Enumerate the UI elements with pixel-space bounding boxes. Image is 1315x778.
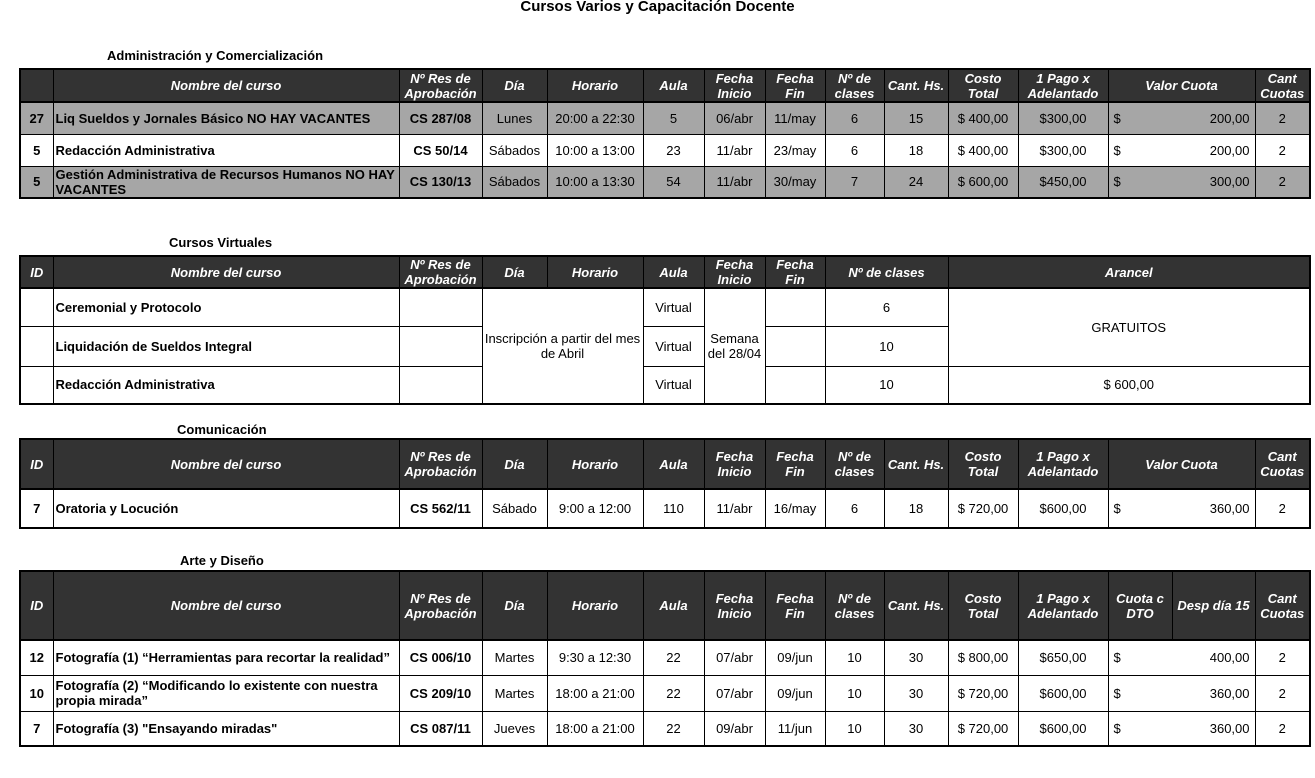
cell-name: Fotografía (2) “Modificando lo existente con nuestra propia mirada” bbox=[53, 675, 399, 711]
cell-cant: 2 bbox=[1255, 166, 1310, 198]
cell-pago: $600,00 bbox=[1018, 675, 1108, 711]
table-header-row bbox=[20, 571, 1310, 640]
cell-res: CS 130/13 bbox=[399, 166, 482, 198]
header-id: ID bbox=[20, 439, 53, 489]
header-aula: Aula bbox=[643, 256, 704, 288]
cell-aula: 23 bbox=[643, 134, 704, 166]
header-hs: Cant. Hs. bbox=[884, 571, 948, 640]
header-cant: Cant Cuotas bbox=[1255, 439, 1310, 489]
header-costo: Costo Total bbox=[948, 439, 1018, 489]
header-horario: Horario bbox=[547, 256, 643, 288]
cuota-value: 360,00 bbox=[1209, 501, 1250, 516]
header-id: ID bbox=[20, 256, 53, 288]
cell-name: Liquidación de Sueldos Integral bbox=[53, 326, 399, 366]
cell-horario: 10:00 a 13:00 bbox=[547, 134, 643, 166]
header-hs: Cant. Hs. bbox=[884, 439, 948, 489]
header-res: Nº Res de Aprobación bbox=[399, 256, 482, 288]
table-row bbox=[20, 711, 1310, 746]
cell-dia: Martes bbox=[482, 675, 547, 711]
header-inicio: Fecha Inicio bbox=[704, 69, 765, 102]
header-cuota: Valor Cuota bbox=[1108, 439, 1255, 489]
cell-id: 7 bbox=[20, 489, 53, 528]
cuota-symbol: $ bbox=[1113, 174, 1121, 190]
header-dia: Día bbox=[482, 69, 547, 102]
cell-dia: Lunes bbox=[482, 102, 547, 134]
cell-dia: Jueves bbox=[482, 711, 547, 746]
cell-hs: 18 bbox=[884, 134, 948, 166]
cell-clases: 6 bbox=[825, 102, 884, 134]
cell-res bbox=[399, 288, 482, 326]
cell-hs: 30 bbox=[884, 640, 948, 675]
cuota-symbol: $ bbox=[1113, 110, 1121, 126]
cell-cant: 2 bbox=[1255, 102, 1310, 134]
cell-clases: 6 bbox=[825, 489, 884, 528]
header-fin: Fecha Fin bbox=[765, 439, 825, 489]
table-row bbox=[20, 489, 1310, 528]
cell-costo: $ 720,00 bbox=[948, 675, 1018, 711]
header-horario: Horario bbox=[547, 439, 643, 489]
header-pago: 1 Pago x Adelantado bbox=[1018, 571, 1108, 640]
cuota-value: 200,00 bbox=[1209, 110, 1250, 126]
cell-fin bbox=[765, 366, 825, 404]
table-row bbox=[20, 166, 1310, 198]
cuota-symbol: $ bbox=[1113, 720, 1121, 736]
cell-res: CS 287/08 bbox=[399, 102, 482, 134]
cell-id: 5 bbox=[20, 166, 53, 198]
cuota-value: 360,00 bbox=[1209, 720, 1250, 736]
cell-cuota bbox=[1108, 489, 1255, 528]
cell-arancel: $ 600,00 bbox=[948, 366, 1310, 404]
cell-fin: 23/may bbox=[765, 134, 825, 166]
cell-id bbox=[20, 326, 53, 366]
header-aula: Aula bbox=[643, 439, 704, 489]
cell-id: 27 bbox=[20, 102, 53, 134]
cell-res: CS 50/14 bbox=[399, 134, 482, 166]
table-row bbox=[20, 366, 1310, 404]
cuota-value: 300,00 bbox=[1209, 174, 1250, 190]
header-pago: 1 Pago x Adelantado bbox=[1018, 439, 1108, 489]
cell-clases: 10 bbox=[825, 366, 948, 404]
cuota-symbol: $ bbox=[1113, 650, 1121, 666]
cell-cuota bbox=[1108, 102, 1255, 134]
cell-fin: 09/jun bbox=[765, 640, 825, 675]
cell-cuota bbox=[1108, 134, 1255, 166]
table-virtual bbox=[19, 255, 1311, 405]
cell-clases: 10 bbox=[825, 640, 884, 675]
cell-dia: Martes bbox=[482, 640, 547, 675]
section-title-virtual: Cursos Virtuales bbox=[169, 235, 273, 250]
cell-id bbox=[20, 366, 53, 404]
cuota-symbol: $ bbox=[1113, 685, 1121, 701]
cell-id: 5 bbox=[20, 134, 53, 166]
cell-pago: $650,00 bbox=[1018, 640, 1108, 675]
header-horario: Horario bbox=[547, 571, 643, 640]
section-title-arte: Arte y Diseño bbox=[180, 553, 264, 568]
cell-costo: $ 800,00 bbox=[948, 640, 1018, 675]
cell-fin: 09/jun bbox=[765, 675, 825, 711]
table-row bbox=[20, 288, 1310, 326]
cell-inicio: 11/abr bbox=[704, 166, 765, 198]
cell-id: 12 bbox=[20, 640, 53, 675]
cell-hs: 24 bbox=[884, 166, 948, 198]
header-horario: Horario bbox=[547, 69, 643, 102]
table-row bbox=[20, 640, 1310, 675]
header-clases: Nº de clases bbox=[825, 571, 884, 640]
cell-costo: $ 400,00 bbox=[948, 102, 1018, 134]
header-pago: 1 Pago x Adelantado bbox=[1018, 69, 1108, 102]
cell-pago: $300,00 bbox=[1018, 134, 1108, 166]
section-title-admin: Administración y Comercialización bbox=[107, 48, 324, 63]
cell-hs: 15 bbox=[884, 102, 948, 134]
cell-fin: 11/jun bbox=[765, 711, 825, 746]
header-dia: Día bbox=[482, 571, 547, 640]
cell-horario: 10:00 a 13:30 bbox=[547, 166, 643, 198]
cell-cuota bbox=[1108, 640, 1255, 675]
header-nombre: Nombre del curso bbox=[53, 439, 399, 489]
cell-hs: 18 bbox=[884, 489, 948, 528]
header-clases: Nº de clases bbox=[825, 256, 948, 288]
cell-pago: $300,00 bbox=[1018, 102, 1108, 134]
cell-clases: 7 bbox=[825, 166, 884, 198]
cell-horario: 18:00 a 21:00 bbox=[547, 675, 643, 711]
cell-inscripcion: Inscripción a partir del mes de Abril bbox=[482, 288, 643, 404]
cell-inicio: 06/abr bbox=[704, 102, 765, 134]
cell-dia: Sábado bbox=[482, 489, 547, 528]
header-costo: Costo Total bbox=[948, 571, 1018, 640]
header-clases: Nº de clases bbox=[825, 439, 884, 489]
cell-costo: $ 400,00 bbox=[948, 134, 1018, 166]
header-fin: Fecha Fin bbox=[765, 256, 825, 288]
header-id bbox=[20, 69, 53, 102]
header-cuota-dto: Cuota c DTO bbox=[1108, 571, 1172, 640]
cell-cant: 2 bbox=[1255, 489, 1310, 528]
cell-aula: Virtual bbox=[643, 326, 704, 366]
cell-cant: 2 bbox=[1255, 640, 1310, 675]
cell-horario: 9:00 a 12:00 bbox=[547, 489, 643, 528]
header-nombre: Nombre del curso bbox=[53, 69, 399, 102]
cell-fin: 30/may bbox=[765, 166, 825, 198]
header-dia: Día bbox=[482, 256, 547, 288]
cell-clases: 10 bbox=[825, 711, 884, 746]
header-cant: Cant Cuotas bbox=[1255, 69, 1310, 102]
cell-cant: 2 bbox=[1255, 134, 1310, 166]
header-aula: Aula bbox=[643, 69, 704, 102]
header-cant: Cant Cuotas bbox=[1255, 571, 1310, 640]
cell-aula: 22 bbox=[643, 711, 704, 746]
cell-aula: 54 bbox=[643, 166, 704, 198]
cell-costo: $ 720,00 bbox=[948, 711, 1018, 746]
cell-pago: $600,00 bbox=[1018, 711, 1108, 746]
cell-name: Redacción Administrativa bbox=[53, 366, 399, 404]
cell-inicio: 11/abr bbox=[704, 489, 765, 528]
header-desp: Desp día 15 bbox=[1172, 571, 1255, 640]
header-inicio: Fecha Inicio bbox=[704, 256, 765, 288]
header-arancel: Arancel bbox=[948, 256, 1310, 288]
table-arte bbox=[19, 570, 1311, 747]
cell-clases: 10 bbox=[825, 326, 948, 366]
cell-pago: $450,00 bbox=[1018, 166, 1108, 198]
cell-aula: 22 bbox=[643, 675, 704, 711]
cell-inicio: 07/abr bbox=[704, 675, 765, 711]
cell-res: CS 087/11 bbox=[399, 711, 482, 746]
cell-clases: 10 bbox=[825, 675, 884, 711]
table-admin bbox=[19, 68, 1311, 199]
cell-name: Oratoria y Locución bbox=[53, 489, 399, 528]
cell-aula: 110 bbox=[643, 489, 704, 528]
header-res: Nº Res de Aprobación bbox=[399, 439, 482, 489]
cell-horario: 9:30 a 12:30 bbox=[547, 640, 643, 675]
cell-aula: Virtual bbox=[643, 366, 704, 404]
cell-res bbox=[399, 366, 482, 404]
table-header-row bbox=[20, 439, 1310, 489]
table-comunicacion bbox=[19, 438, 1311, 529]
cell-fin: 16/may bbox=[765, 489, 825, 528]
cuota-value: 200,00 bbox=[1209, 142, 1250, 158]
header-fin: Fecha Fin bbox=[765, 571, 825, 640]
table-header-row bbox=[20, 256, 1310, 288]
cell-clases: 6 bbox=[825, 134, 884, 166]
header-nombre: Nombre del curso bbox=[53, 256, 399, 288]
section-title-comunicacion: Comunicación bbox=[177, 422, 267, 437]
cell-hs: 30 bbox=[884, 711, 948, 746]
cuota-value: 400,00 bbox=[1209, 650, 1250, 666]
cell-inicio: 07/abr bbox=[704, 640, 765, 675]
cell-id bbox=[20, 288, 53, 326]
header-res: Nº Res de Aprobación bbox=[399, 69, 482, 102]
header-id: ID bbox=[20, 571, 53, 640]
cell-name: Redacción Administrativa bbox=[53, 134, 399, 166]
cell-aula: 5 bbox=[643, 102, 704, 134]
cell-res: CS 562/11 bbox=[399, 489, 482, 528]
table-row bbox=[20, 675, 1310, 711]
header-inicio: Fecha Inicio bbox=[704, 571, 765, 640]
cell-fin bbox=[765, 288, 825, 326]
cell-inicio: 09/abr bbox=[704, 711, 765, 746]
cell-res: CS 006/10 bbox=[399, 640, 482, 675]
header-aula: Aula bbox=[643, 571, 704, 640]
cell-pago: $600,00 bbox=[1018, 489, 1108, 528]
cell-fin: 11/may bbox=[765, 102, 825, 134]
header-res: Nº Res de Aprobación bbox=[399, 571, 482, 640]
cell-name: Ceremonial y Protocolo bbox=[53, 288, 399, 326]
cell-fin bbox=[765, 326, 825, 366]
cell-hs: 30 bbox=[884, 675, 948, 711]
cell-id: 10 bbox=[20, 675, 53, 711]
table-row bbox=[20, 134, 1310, 166]
header-clases: Nº de clases bbox=[825, 69, 884, 102]
cell-costo: $ 720,00 bbox=[948, 489, 1018, 528]
cell-name: Liq Sueldos y Jornales Básico NO HAY VACANTES bbox=[53, 102, 399, 134]
table-header-row bbox=[20, 69, 1310, 102]
cell-cuota bbox=[1108, 711, 1255, 746]
cell-semana: Semana del 28/04 bbox=[704, 288, 765, 404]
header-inicio: Fecha Inicio bbox=[704, 439, 765, 489]
cell-horario: 20:00 a 22:30 bbox=[547, 102, 643, 134]
header-hs: Cant. Hs. bbox=[884, 69, 948, 102]
header-dia: Día bbox=[482, 439, 547, 489]
cell-cuota bbox=[1108, 675, 1255, 711]
cuota-value: 360,00 bbox=[1209, 685, 1250, 701]
cell-id: 7 bbox=[20, 711, 53, 746]
cell-horario: 18:00 a 21:00 bbox=[547, 711, 643, 746]
header-nombre: Nombre del curso bbox=[53, 571, 399, 640]
cell-res bbox=[399, 326, 482, 366]
cell-cant: 2 bbox=[1255, 711, 1310, 746]
header-fin: Fecha Fin bbox=[765, 69, 825, 102]
cell-name: Fotografía (1) “Herramientas para recortar la realidad” bbox=[53, 640, 399, 675]
header-costo: Costo Total bbox=[948, 69, 1018, 102]
cell-cuota bbox=[1108, 166, 1255, 198]
cell-res: CS 209/10 bbox=[399, 675, 482, 711]
cell-aula: 22 bbox=[643, 640, 704, 675]
cell-name: Fotografía (3) "Ensayando miradas" bbox=[53, 711, 399, 746]
cell-cant: 2 bbox=[1255, 675, 1310, 711]
cell-gratuitos: GRATUITOS bbox=[948, 288, 1310, 366]
cuota-symbol: $ bbox=[1113, 501, 1121, 516]
table-row bbox=[20, 102, 1310, 134]
cell-costo: $ 600,00 bbox=[948, 166, 1018, 198]
cell-inicio: 11/abr bbox=[704, 134, 765, 166]
header-cuota: Valor Cuota bbox=[1108, 69, 1255, 102]
cell-dia: Sábados bbox=[482, 166, 547, 198]
cell-dia: Sábados bbox=[482, 134, 547, 166]
cell-aula: Virtual bbox=[643, 288, 704, 326]
cuota-symbol: $ bbox=[1113, 142, 1121, 158]
page-title: Cursos Varios y Capacitación Docente bbox=[520, 0, 795, 15]
cell-name: Gestión Administrativa de Recursos Humanos NO HAY VACANTES bbox=[53, 166, 399, 198]
cell-clases: 6 bbox=[825, 288, 948, 326]
